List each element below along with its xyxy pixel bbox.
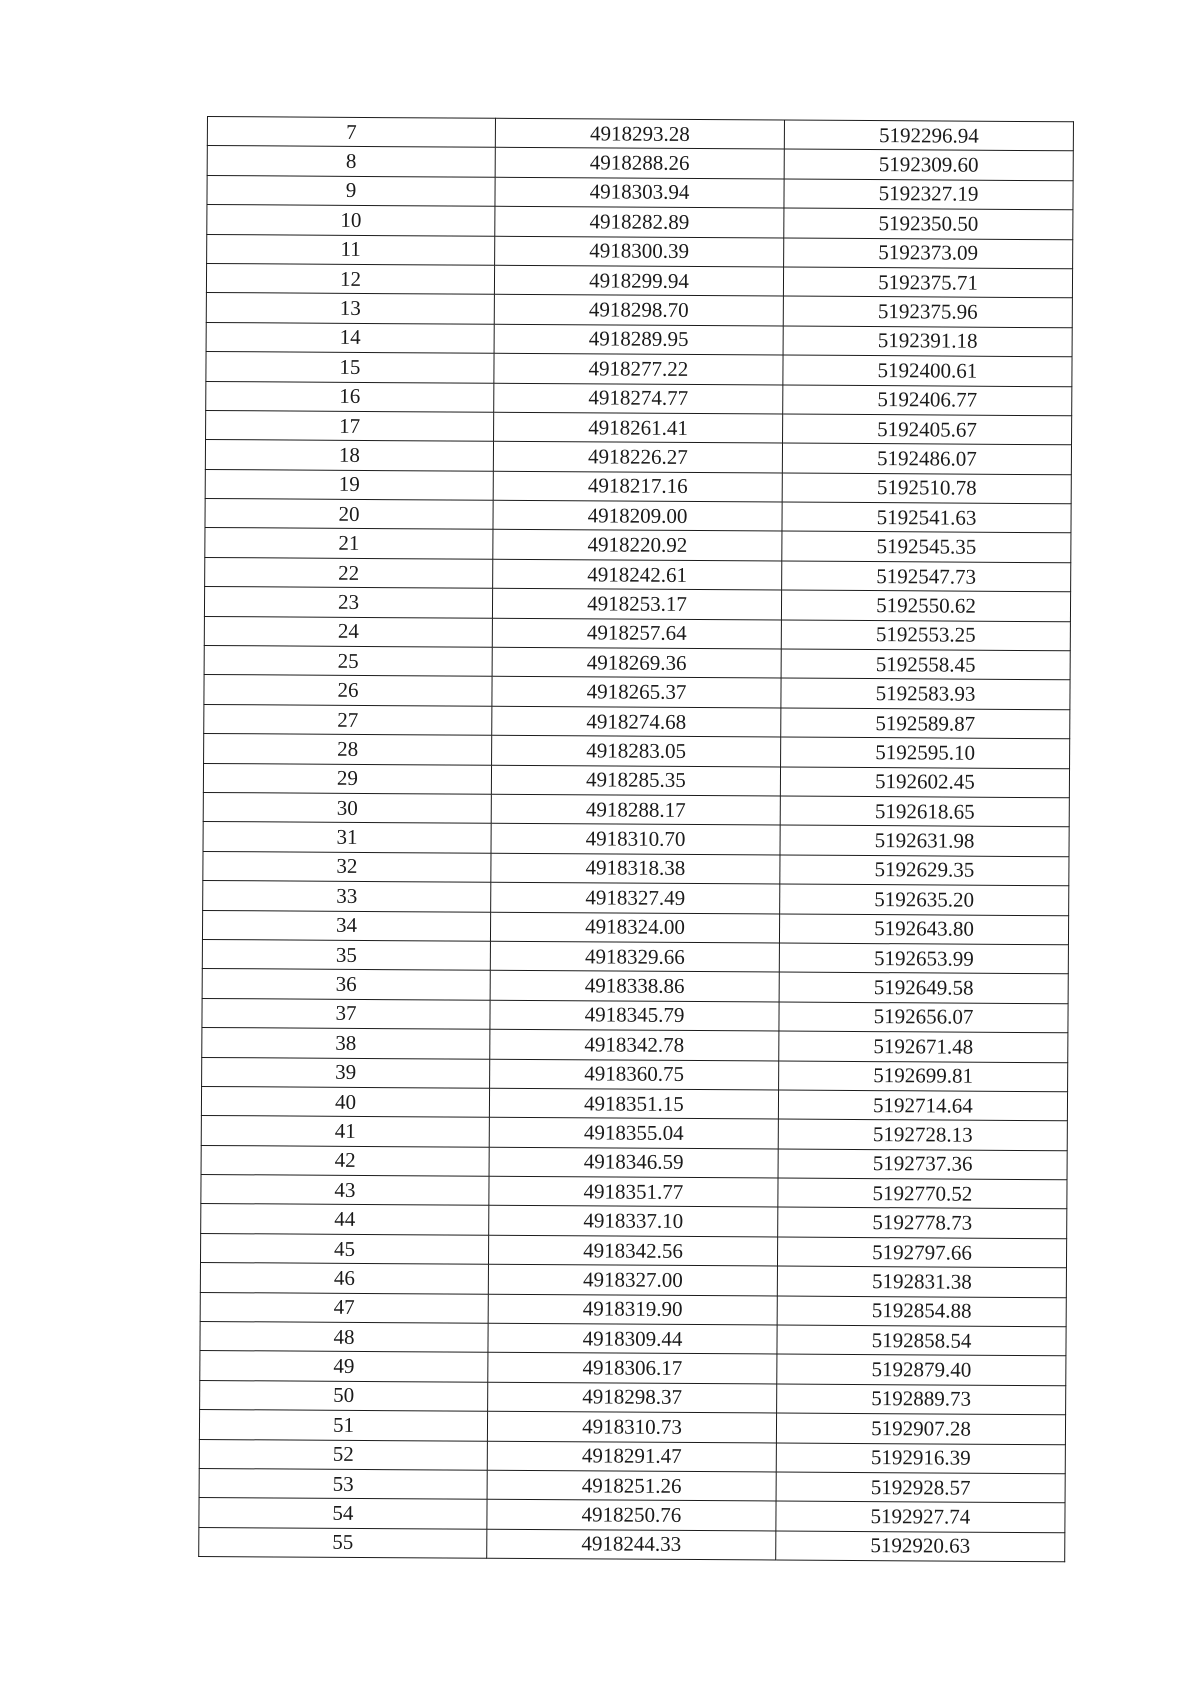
- x-coordinate-cell: 4918244.33: [487, 1529, 776, 1560]
- y-coordinate-cell: 5192907.28: [776, 1413, 1065, 1444]
- point-number-cell: 18: [205, 440, 493, 471]
- y-coordinate-cell: 5192889.73: [777, 1384, 1066, 1415]
- point-number-cell: 13: [206, 293, 494, 324]
- x-coordinate-cell: 4918327.00: [488, 1264, 777, 1295]
- y-coordinate-cell: 5192595.10: [781, 737, 1070, 768]
- point-number-cell: 11: [207, 234, 495, 265]
- y-coordinate-cell: 5192643.80: [779, 914, 1068, 945]
- x-coordinate-cell: 4918226.27: [493, 442, 782, 473]
- y-coordinate-cell: 5192406.77: [783, 385, 1072, 416]
- x-coordinate-cell: 4918283.05: [492, 735, 781, 766]
- x-coordinate-cell: 4918351.77: [489, 1176, 778, 1207]
- y-coordinate-cell: 5192553.25: [781, 620, 1070, 651]
- point-number-cell: 33: [203, 881, 491, 912]
- x-coordinate-cell: 4918217.16: [493, 471, 782, 502]
- x-coordinate-cell: 4918289.95: [494, 324, 783, 355]
- x-coordinate-cell: 4918265.37: [492, 677, 781, 708]
- y-coordinate-cell: 5192327.19: [784, 179, 1073, 210]
- point-number-cell: 46: [200, 1263, 488, 1294]
- point-number-cell: 29: [203, 763, 491, 794]
- point-number-cell: 20: [205, 499, 493, 530]
- point-number-cell: 52: [199, 1439, 487, 1470]
- y-coordinate-cell: 5192618.65: [780, 796, 1069, 827]
- y-coordinate-cell: 5192545.35: [782, 531, 1071, 562]
- point-number-cell: 22: [205, 557, 493, 588]
- point-number-cell: 48: [200, 1321, 488, 1352]
- x-coordinate-cell: 4918342.56: [488, 1235, 777, 1266]
- y-coordinate-cell: 5192635.20: [780, 884, 1069, 915]
- x-coordinate-cell: 4918277.22: [494, 353, 783, 384]
- y-coordinate-cell: 5192854.88: [777, 1296, 1066, 1327]
- point-number-cell: 30: [203, 792, 491, 823]
- y-coordinate-cell: 5192391.18: [783, 326, 1072, 357]
- y-coordinate-cell: 5192778.73: [778, 1207, 1067, 1238]
- x-coordinate-cell: 4918309.44: [488, 1323, 777, 1354]
- x-coordinate-cell: 4918274.77: [494, 383, 783, 414]
- point-number-cell: 31: [203, 822, 491, 853]
- x-coordinate-cell: 4918342.78: [490, 1029, 779, 1060]
- x-coordinate-cell: 4918257.64: [492, 618, 781, 649]
- y-coordinate-cell: 5192400.61: [783, 355, 1072, 386]
- x-coordinate-cell: 4918310.70: [491, 824, 780, 855]
- y-coordinate-cell: 5192920.63: [776, 1531, 1065, 1562]
- x-coordinate-cell: 4918319.90: [488, 1294, 777, 1325]
- y-coordinate-cell: 5192350.50: [784, 208, 1073, 239]
- point-number-cell: 28: [204, 734, 492, 765]
- y-coordinate-cell: 5192602.45: [780, 767, 1069, 798]
- point-number-cell: 32: [203, 851, 491, 882]
- y-coordinate-cell: 5192589.87: [781, 708, 1070, 739]
- point-number-cell: 42: [201, 1145, 489, 1176]
- x-coordinate-cell: 4918338.86: [490, 971, 779, 1002]
- x-coordinate-cell: 4918298.70: [494, 295, 783, 326]
- y-coordinate-cell: 5192375.71: [783, 267, 1072, 298]
- y-coordinate-cell: 5192629.35: [780, 855, 1069, 886]
- point-number-cell: 47: [200, 1292, 488, 1323]
- x-coordinate-cell: 4918355.04: [489, 1118, 778, 1149]
- y-coordinate-cell: 5192916.39: [776, 1443, 1065, 1474]
- y-coordinate-cell: 5192656.07: [779, 1002, 1068, 1033]
- point-number-cell: 49: [200, 1351, 488, 1382]
- x-coordinate-cell: 4918291.47: [487, 1441, 776, 1472]
- x-coordinate-cell: 4918253.17: [492, 589, 781, 620]
- point-number-cell: 41: [201, 1116, 489, 1147]
- x-coordinate-cell: 4918298.37: [488, 1382, 777, 1413]
- point-number-cell: 10: [207, 205, 495, 236]
- y-coordinate-cell: 5192405.67: [783, 414, 1072, 445]
- y-coordinate-cell: 5192927.74: [776, 1501, 1065, 1532]
- x-coordinate-cell: 4918324.00: [490, 912, 779, 943]
- y-coordinate-cell: 5192558.45: [781, 649, 1070, 680]
- point-number-cell: 45: [200, 1233, 488, 1264]
- y-coordinate-cell: 5192858.54: [777, 1325, 1066, 1356]
- point-number-cell: 55: [199, 1527, 487, 1558]
- x-coordinate-cell: 4918288.17: [491, 794, 780, 825]
- coordinates-table: [198, 116, 1074, 1562]
- point-number-cell: 12: [206, 263, 494, 294]
- y-coordinate-cell: 5192728.13: [778, 1119, 1067, 1150]
- y-coordinate-cell: 5192770.52: [778, 1178, 1067, 1209]
- point-number-cell: 39: [202, 1057, 490, 1088]
- x-coordinate-cell: 4918327.49: [491, 882, 780, 913]
- point-number-cell: 26: [204, 675, 492, 706]
- point-number-cell: 9: [207, 175, 495, 206]
- x-coordinate-cell: 4918285.35: [491, 765, 780, 796]
- point-number-cell: 23: [204, 587, 492, 618]
- x-coordinate-cell: 4918345.79: [490, 1000, 779, 1031]
- x-coordinate-cell: 4918337.10: [489, 1206, 778, 1237]
- x-coordinate-cell: 4918261.41: [494, 412, 783, 443]
- point-number-cell: 25: [204, 646, 492, 677]
- x-coordinate-cell: 4918293.28: [495, 118, 784, 149]
- y-coordinate-cell: 5192671.48: [779, 1031, 1068, 1062]
- y-coordinate-cell: 5192541.63: [782, 502, 1071, 533]
- y-coordinate-cell: 5192631.98: [780, 825, 1069, 856]
- point-number-cell: 44: [201, 1204, 489, 1235]
- y-coordinate-cell: 5192486.07: [782, 443, 1071, 474]
- point-number-cell: 17: [206, 410, 494, 441]
- x-coordinate-cell: 4918209.00: [493, 500, 782, 531]
- point-number-cell: 16: [206, 381, 494, 412]
- point-number-cell: 43: [201, 1175, 489, 1206]
- y-coordinate-cell: 5192375.96: [783, 296, 1072, 327]
- y-coordinate-cell: 5192373.09: [784, 238, 1073, 269]
- x-coordinate-cell: 4918288.26: [495, 148, 784, 179]
- point-number-cell: 38: [202, 1028, 490, 1059]
- x-coordinate-cell: 4918360.75: [490, 1059, 779, 1090]
- y-coordinate-cell: 5192928.57: [776, 1472, 1065, 1503]
- x-coordinate-cell: 4918351.15: [489, 1088, 778, 1119]
- y-coordinate-cell: 5192510.78: [782, 473, 1071, 504]
- x-coordinate-cell: 4918318.38: [491, 853, 780, 884]
- y-coordinate-cell: 5192699.81: [779, 1061, 1068, 1092]
- y-coordinate-cell: 5192737.36: [778, 1149, 1067, 1180]
- y-coordinate-cell: 5192797.66: [777, 1237, 1066, 1268]
- y-coordinate-cell: 5192296.94: [784, 120, 1073, 151]
- x-coordinate-cell: 4918329.66: [490, 941, 779, 972]
- x-coordinate-cell: 4918346.59: [489, 1147, 778, 1178]
- y-coordinate-cell: 5192653.99: [779, 943, 1068, 974]
- x-coordinate-cell: 4918242.61: [493, 559, 782, 590]
- x-coordinate-cell: 4918282.89: [495, 206, 784, 237]
- point-number-cell: 14: [206, 322, 494, 353]
- point-number-cell: 7: [207, 117, 495, 148]
- point-number-cell: 53: [199, 1468, 487, 1499]
- x-coordinate-cell: 4918299.94: [494, 265, 783, 296]
- x-coordinate-cell: 4918303.94: [495, 177, 784, 208]
- x-coordinate-cell: 4918310.73: [487, 1411, 776, 1442]
- coordinates-table-body: [199, 117, 1074, 1562]
- x-coordinate-cell: 4918269.36: [492, 647, 781, 678]
- point-number-cell: 24: [204, 616, 492, 647]
- point-number-cell: 40: [201, 1086, 489, 1117]
- point-number-cell: 50: [200, 1380, 488, 1411]
- y-coordinate-cell: 5192547.73: [782, 561, 1071, 592]
- x-coordinate-cell: 4918220.92: [493, 530, 782, 561]
- point-number-cell: 34: [202, 910, 490, 941]
- point-number-cell: 54: [199, 1498, 487, 1529]
- point-number-cell: 51: [199, 1410, 487, 1441]
- x-coordinate-cell: 4918306.17: [488, 1353, 777, 1384]
- x-coordinate-cell: 4918274.68: [492, 706, 781, 737]
- point-number-cell: 15: [206, 352, 494, 383]
- table-row: [199, 1527, 1065, 1562]
- y-coordinate-cell: 5192649.58: [779, 972, 1068, 1003]
- point-number-cell: 36: [202, 969, 490, 1000]
- point-number-cell: 37: [202, 998, 490, 1029]
- x-coordinate-cell: 4918251.26: [487, 1470, 776, 1501]
- y-coordinate-cell: 5192879.40: [777, 1354, 1066, 1385]
- point-number-cell: 21: [205, 528, 493, 559]
- y-coordinate-cell: 5192550.62: [781, 590, 1070, 621]
- y-coordinate-cell: 5192714.64: [778, 1090, 1067, 1121]
- point-number-cell: 8: [207, 146, 495, 177]
- x-coordinate-cell: 4918250.76: [487, 1500, 776, 1531]
- y-coordinate-cell: 5192309.60: [784, 149, 1073, 180]
- y-coordinate-cell: 5192831.38: [777, 1266, 1066, 1297]
- point-number-cell: 35: [202, 939, 490, 970]
- y-coordinate-cell: 5192583.93: [781, 678, 1070, 709]
- point-number-cell: 27: [204, 704, 492, 735]
- point-number-cell: 19: [205, 469, 493, 500]
- x-coordinate-cell: 4918300.39: [495, 236, 784, 267]
